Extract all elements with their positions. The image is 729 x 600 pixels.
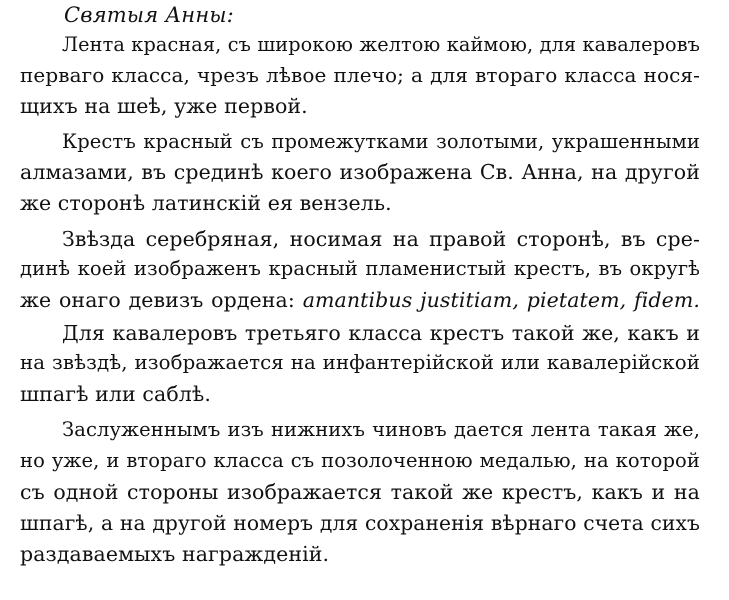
- section-heading: Святыя Анны:: [64, 3, 234, 27]
- paragraph-1-line-1: Лента красная, съ широкою желтою каймою, для кавалеровъ: [62, 33, 700, 56]
- paragraph-5-line-3: съ одной стороны изображается такой же крестъ, какъ и на: [20, 480, 700, 504]
- motto-intro: же онаго девизъ ордена:: [20, 288, 295, 312]
- paragraph-4-line-3: шпагѣ или саблѣ.: [20, 382, 211, 406]
- paragraph-5-line-2: но уже, и втораго класса съ позолоченною медалью, на которой: [20, 449, 700, 472]
- paragraph-5-line-5: раздаваемыхъ награжденій.: [20, 542, 330, 566]
- paragraph-3-line-1: Звѣзда серебряная, носимая на правой сторонѣ, въ сре-: [62, 227, 700, 251]
- paragraph-2-line-1: Крестъ красный съ промежутками золотыми, украшенными: [62, 130, 700, 153]
- paragraph-1-line-2: перваго класса, чрезъ лѣвое плечо; а для втораго класса нося-: [20, 63, 700, 87]
- paragraph-5-line-1: Заслуженнымъ изъ нижнихъ чиновъ дается лента такая же,: [62, 418, 700, 441]
- paragraph-1-line-3: щихъ на шеѣ, уже первой.: [20, 94, 308, 118]
- order-motto: amantibus justitiam, pietatem, fidem.: [302, 288, 700, 312]
- paragraph-4-line-1: Для кавалеровъ третьяго класса крестъ такой же, какъ и: [62, 321, 700, 345]
- paragraph-3-line-2: динѣ коей изображенъ красный пламенистый крестъ, въ округѣ: [20, 257, 700, 280]
- paragraph-3-line-3: [20, 285, 700, 315]
- paragraph-2-line-2: алмазами, въ срединѣ коего изображена Св. Анна, на другой: [20, 160, 700, 184]
- paragraph-5-line-4: шпагѣ, а на другой номеръ для сохраненія вѣрнаго счета сихъ: [20, 511, 700, 535]
- paragraph-2-line-3: же сторонѣ латинскій ея вензель.: [20, 191, 392, 215]
- paragraph-4-line-2: на звѣздѣ, изображается на инфантерійской или кавалерійской: [20, 351, 700, 374]
